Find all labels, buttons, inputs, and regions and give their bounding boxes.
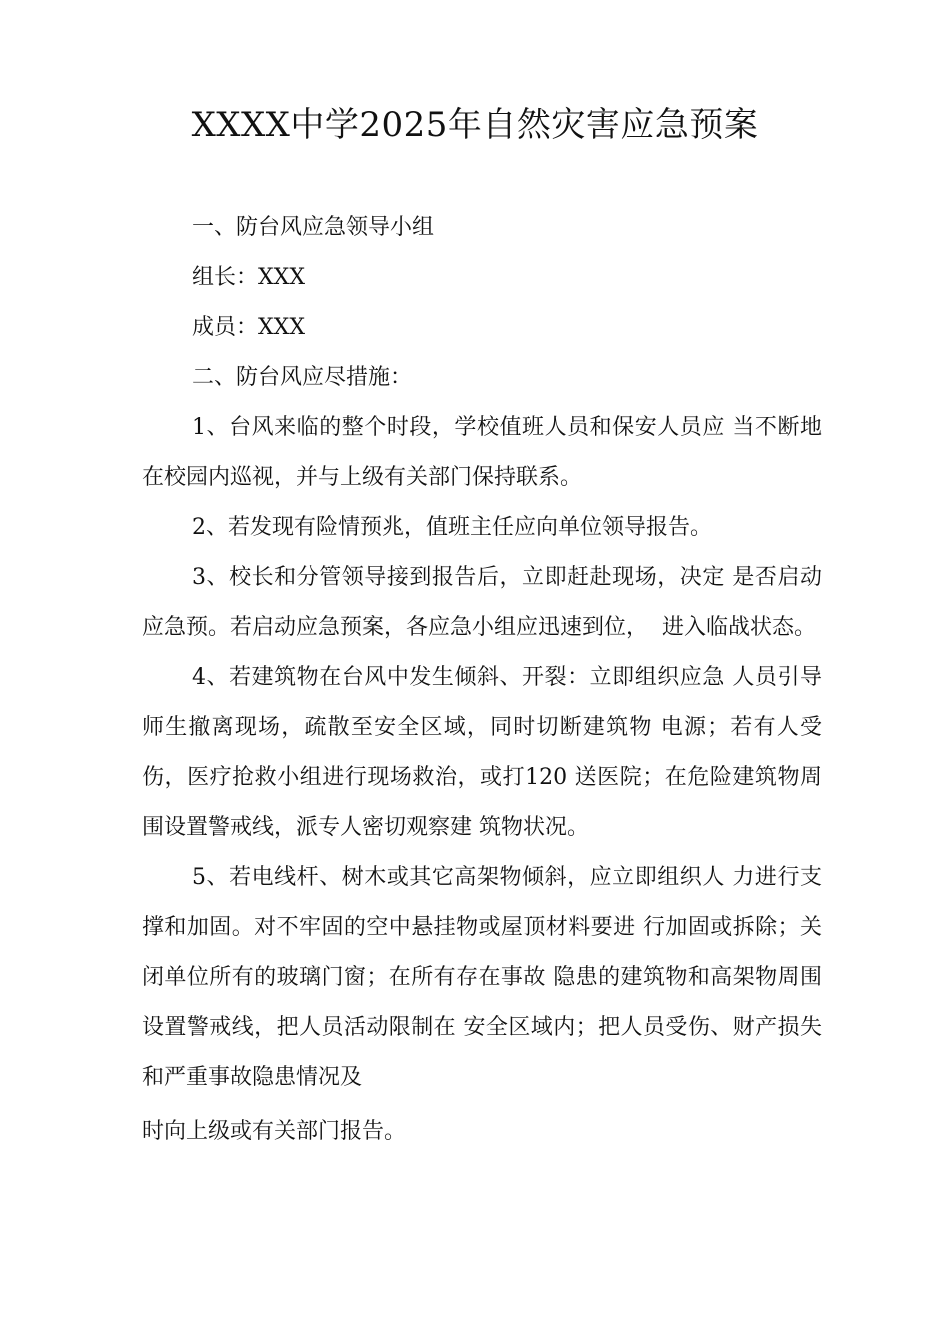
document-title: XXXX中学2025年自然灾害应急预案 — [191, 105, 759, 145]
measure-item-4: 4、若建筑物在台风中发生倾斜、开裂：立即组织应急 人员引导师生撤离现场，疏散至安全区域，同时切断建筑物 电源；若有人受伤，医疗抢救小组进行现场救治，或打120 送医院；在危险建筑物周围设置警戒线，派专人密切观察建 筑物状况。 — [142, 665, 822, 840]
measure-item-3: 3、校长和分管领导接到报告后，立即赶赴现场，决定 是否启动应急预。若启动应急预案，各应急小组应迅速到位， 进入临战状态。 — [142, 565, 822, 640]
measure-item-1: 1、台风来临的整个时段，学校值班人员和保安人员应 当不断地在校园内巡视，并与上级有关部门保持联系。 — [142, 415, 822, 490]
measure-item-2: 2、若发现有险情预兆，值班主任应向单位领导报告。 — [192, 515, 712, 540]
section-heading-leadership: 一、防台风应急领导小组 — [192, 215, 435, 240]
document-body — [142, 203, 822, 1157]
section-heading-measures: 二、防台风应尽措施： — [192, 365, 413, 390]
members-line: 成员：XXX — [192, 315, 305, 340]
leader-line: 组长：XXX — [192, 265, 305, 290]
measure-item-5: 5、若电线杆、树木或其它高架物倾斜，应立即组织人 力进行支撑和加固。对不牢固的空中悬挂物或屋顶材料要进 行加固或拆除；关闭单位所有的玻璃门窗；在所有存在事故 隐患的建筑物和高架物周围设置警戒线，把人员活动限制在 安全区域内；把人员受伤、财产损失和严重事故隐患情况及 — [142, 865, 822, 1090]
measure-item-5-continuation: 时向上级或有关部门报告。 — [142, 1119, 407, 1144]
